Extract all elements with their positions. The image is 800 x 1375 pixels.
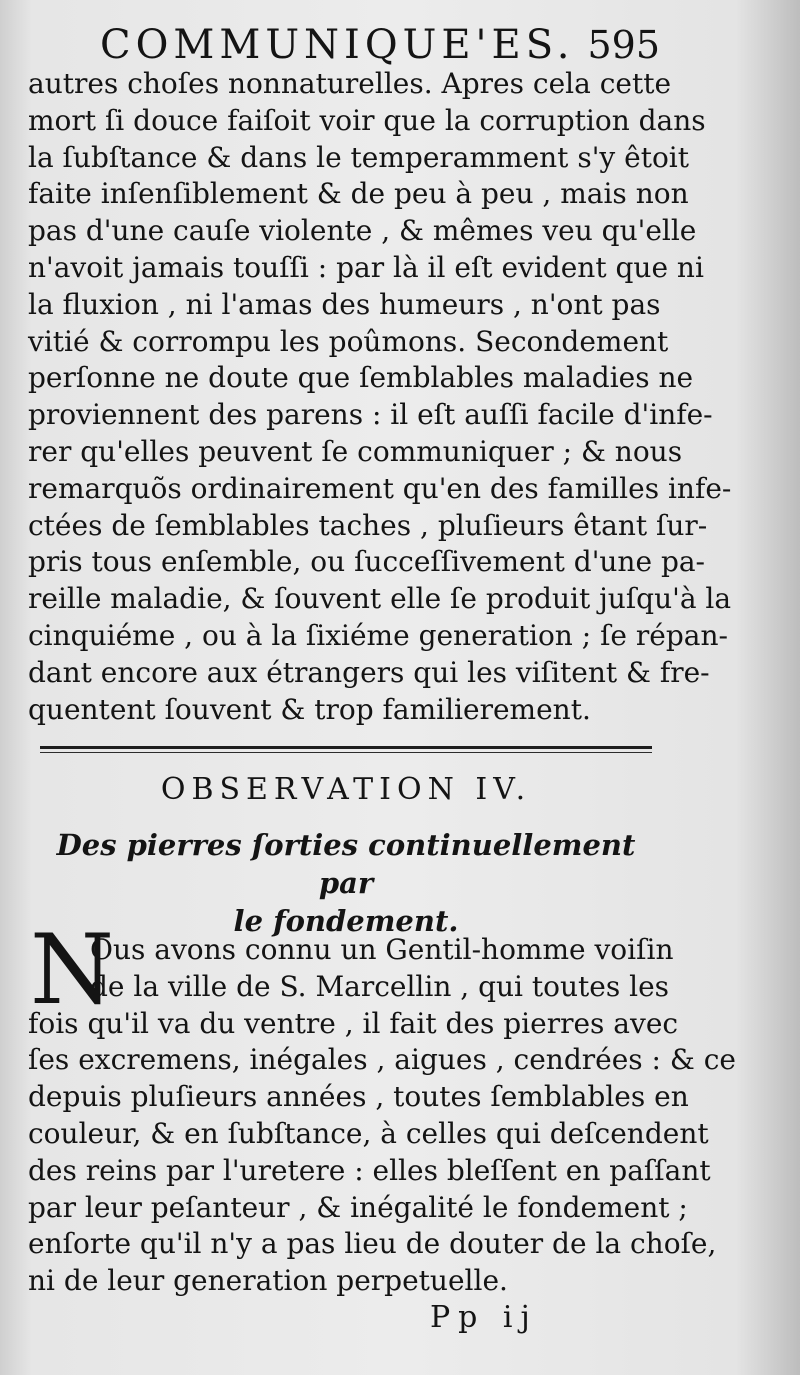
text-line: rer qu'elles peuvent ſe communiquer ; & nous: [28, 434, 683, 468]
text-line: proviennent des parens : il eſt auſſi facile d'infe-: [28, 398, 713, 432]
text-line: reille maladie, & ſouvent elle ſe produit juſqu'à la: [28, 582, 732, 616]
observation-subtitle: [40, 826, 652, 940]
text-line: enſorte qu'il n'y a pas lieu de douter de la choſe,: [28, 1227, 717, 1261]
running-title: COMMUNIQUE'ES.: [100, 22, 575, 68]
text-line: cinquiéme , ou à la ſixiéme generation ; ſe répan-: [28, 618, 728, 652]
text-line: par leur peſanteur , & inégalité le fondement ;: [28, 1190, 688, 1224]
text-line: des reins par l'uretere : elles bleſſent en paſſant: [28, 1153, 711, 1187]
paragraph-indented-lines: [90, 932, 674, 1006]
running-head: [100, 20, 660, 70]
text-line: depuis pluſieurs années , toutes ſemblables en: [28, 1080, 689, 1114]
text-line: faite inſenſiblement & de peu à peu , mais non: [28, 177, 689, 211]
section-rule-thin: [40, 752, 652, 753]
text-line: mort ſi douce faiſoit voir que la corruption dans: [28, 103, 706, 137]
text-line: ctées de ſemblables taches , pluſieurs êtant ſur-: [28, 508, 708, 542]
subtitle-line: le fondement.: [233, 904, 459, 938]
text-line: remarquõs ordinairement qu'en des familles infe-: [28, 471, 732, 505]
text-line: vitié & corrompu les poûmons. Secondement: [28, 324, 669, 358]
text-line: n'avoit jamais touſſi : par là il eſt evident que ni: [28, 250, 704, 284]
paragraph-continued: [28, 66, 732, 728]
text-line: Ous avons connu un Gentil-homme voiſin: [90, 933, 674, 966]
text-line: pris tous enſemble, ou ſucceſſivement d'une pa-: [28, 545, 706, 579]
observation-heading: OBSERVATION IV.: [160, 772, 532, 807]
text-line: ni de leur generation perpetuelle.: [28, 1264, 508, 1298]
text-line: fois qu'il va du ventre , il fait des pierres avec: [28, 1006, 679, 1040]
paragraph-observation: [28, 1006, 736, 1300]
text-line: de la ville de S. Marcellin , qui toutes les: [90, 969, 670, 1003]
text-line: autres choſes nonnaturelles. Apres cela cette: [28, 67, 672, 100]
signature-mark: Pp ij: [430, 1300, 538, 1335]
text-line: ſes excremens, inégales , aigues , cendrées : & ce: [28, 1043, 736, 1077]
drop-cap: N: [30, 914, 114, 1026]
text-line: perſonne ne doute que ſemblables maladies ne: [28, 361, 694, 395]
section-rule: [40, 746, 652, 749]
text-line: la ſubſtance & dans le temperamment s'y êtoit: [28, 140, 690, 174]
text-line: la fluxion , ni l'amas des humeurs , n'ont pas: [28, 287, 661, 321]
subtitle-line: Des pierres ſorties continuellement par: [56, 828, 636, 900]
text-line: pas d'une cauſe violente , & mêmes veu qu'elle: [28, 214, 697, 248]
text-line: couleur, & en ſubſtance, à celles qui deſcendent: [28, 1116, 709, 1150]
page-number: 595: [587, 23, 660, 67]
text-line: dant encore aux étrangers qui les viſitent & fre-: [28, 655, 710, 689]
text-line: quentent ſouvent & trop familierement.: [28, 692, 591, 726]
